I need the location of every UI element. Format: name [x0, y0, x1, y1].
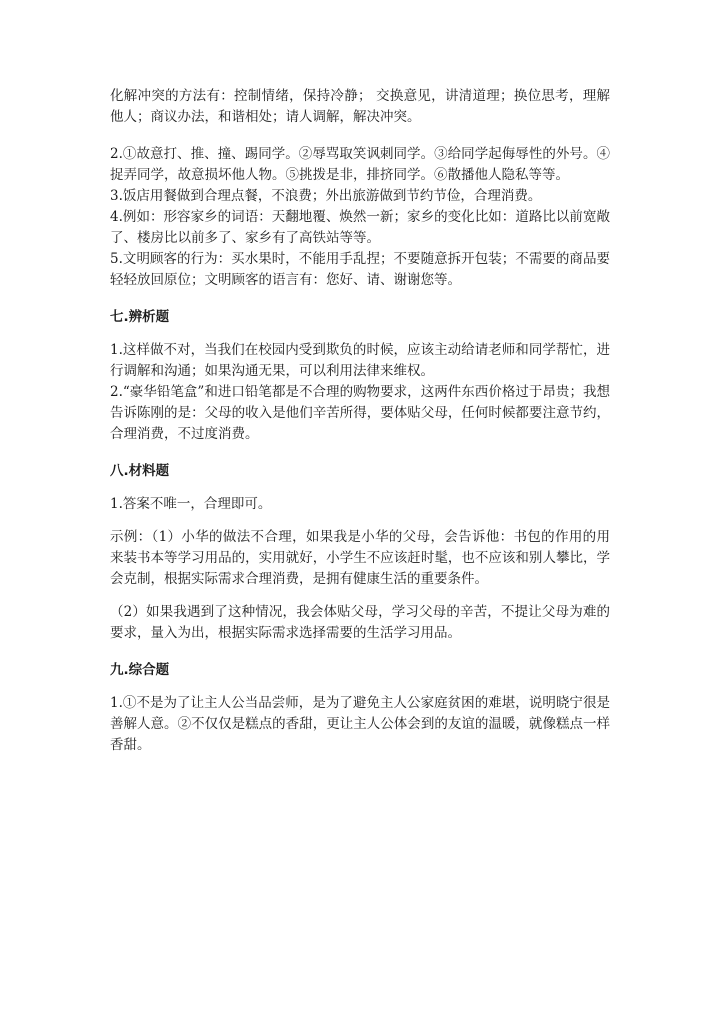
- section-heading-material: 八.材料题: [110, 463, 170, 479]
- section-heading-comprehensive: 九.综合题: [110, 662, 170, 678]
- answer-item-5: 5.文明顾客的行为：买水果时，不能用手乱捏；不要随意拆开包装；不需要的商品要轻轻放回原位；文明顾客的语言有：您好、请、谢谢您等。: [110, 251, 610, 288]
- analysis-item-2: 2.“豪华铅笔盒”和进口铅笔都是不合理的购物要求，这两件东西价格过于昂贵；我想告诉陈刚的是：父母的收入是他们辛苦所得，要体贴父母，任何时候都要注意节约，合理消费，不过度消费。: [110, 384, 610, 442]
- material-item-1: 1.答案不唯一，合理即可。: [110, 496, 272, 512]
- conflict-methods-paragraph: 化解冲突的方法有：控制情绪，保持冷静； 交换意见，讲清道理；换位思考，理解他人；商议办法，和谐相处；请人调解，解决冲突。: [110, 88, 610, 125]
- section-heading-analysis: 七.辨析题: [110, 309, 170, 325]
- material-example: 示例：（1）小华的做法不合理，如果我是小华的父母，会告诉他：书包的作用的用来装书本等学习用品的，实用就好，小学生不应该赶时髦，也不应该和别人攀比，学会克制，根据实际需求合理消费，是拥有健康生活的重要条件。: [110, 529, 610, 587]
- answer-item-3: 3.饭店用餐做到合理点餐，不浪费；外出旅游做到节约节俭，合理消费。: [110, 188, 542, 204]
- material-part-2: （2）如果我遇到了这种情况，我会体贴父母，学习父母的辛苦，不提让父母为难的要求，量入为出，根据实际需求选择需要的生活学习用品。: [110, 604, 610, 641]
- answer-page: [110, 86, 610, 756]
- answer-item-4: 4.例如：形容家乡的词语：天翻地覆、焕然一新；家乡的变化比如：道路比以前宽敞了、楼房比以前多了、家乡有了高铁站等等。: [110, 209, 610, 246]
- comprehensive-item-1: 1.①不是为了让主人公当品尝师，是为了避免主人公家庭贫困的难堪，说明晓宁很是善解人意。②不仅仅是糕点的香甜，更让主人公体会到的友谊的温暖，就像糕点一样香甜。: [110, 695, 610, 753]
- answer-item-2: 2.①故意打、推、撞、踢同学。②辱骂取笑讽刺同学。③给同学起侮辱性的外号。④捉弄同学，故意损坏他人物。⑤挑拨是非，排挤同学。⑥散播他人隐私等等。: [110, 146, 610, 183]
- analysis-item-1: 1.这样做不对，当我们在校园内受到欺负的时候，应该主动给请老师和同学帮忙，进行调解和沟通；如果沟通无果，可以利用法律来维权。: [110, 342, 610, 379]
